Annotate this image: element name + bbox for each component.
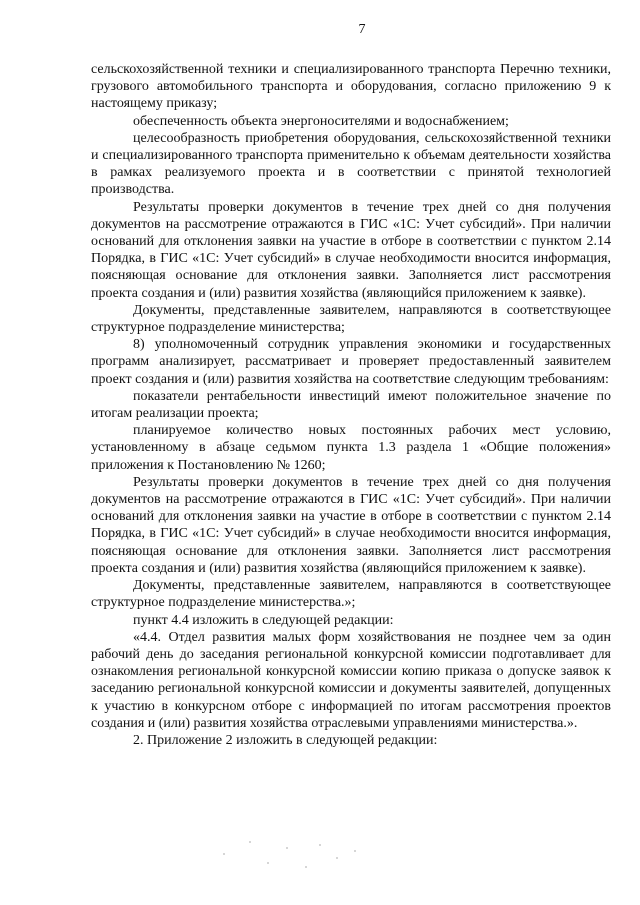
paragraph: Документы, представленные заявителем, направляются в соответствующее структурное подразделение министерства;	[91, 302, 611, 336]
paragraph: 2. Приложение 2 изложить в следующей редакции:	[133, 732, 438, 748]
page-number: 7	[358, 22, 366, 37]
paragraph: целесообразность приобретения оборудования, сельскохозяйственной техники и специализированного транспорта применительно к объемам деятельности хозяйства в рамках реализуемого проекта и в соответствии с принятой технологией производства.	[91, 130, 611, 198]
paragraph: «4.4. Отдел развития малых форм хозяйствования не позднее чем за один рабочий день до заседания региональной конкурсной комиссии подготавливает для ознакомления региональной конкурсной комиссии копию приказа о допуске заявок к заседанию региональной конкурсной комиссии и документы заявителей, допущенных к участию в конкурсном отборе с информацией по итогам рассмотрения проектов создания и (или) развития хозяйства отраслевыми управлениями министерства.».	[91, 629, 611, 731]
paragraph: Документы, представленные заявителем, направляются в соответствующее структурное подразделение министерства.»;	[91, 578, 611, 611]
paragraph: Результаты проверки документов в течение трех дней со дня получения документов на рассмотрение отражаются в ГИС «1С: Учет субсидий». При наличии оснований для отклонения заявки на участие в отборе в соответствии с пунктом 2.14 Порядка, в ГИС «1С: Учет субсидий» в случае необходимости вносится информация, поясняющая основание для отклонения заявки. Заполняется лист рассмотрения проекта создания и (или) развития хозяйства (являющийся приложением к заявке).	[91, 199, 611, 301]
paragraph: 8) уполномоченный сотрудник управления экономики и государственных программ анализирует, рассматривает и проверяет предоставленный заявителем проект создания и (или) развития хозяйства на соответствие следующим требованиям:	[91, 337, 611, 387]
paragraph: планируемое количество новых постоянных рабочих мест условию, установленному в абзаце седьмом пункта 1.3 раздела 1 «Общие положения» приложения к Постановлению № 1260;	[91, 423, 611, 473]
paragraph: сельскохозяйственной техники и специализированного транспорта Перечню техники, грузового автомобильного транспорта и оборудования, согласно приложению 9 к настоящему приказу;	[91, 62, 611, 112]
paragraph: пункт 4.4 изложить в следующей редакции:	[133, 612, 394, 628]
paragraph: показатели рентабельности инвестиций имеют положительное значение по итогам реализации проекта;	[91, 388, 611, 422]
scan-artifact	[215, 835, 365, 875]
document-body	[91, 61, 611, 749]
paragraph: Результаты проверки документов в течение трех дней со дня получения документов на рассмотрение отражаются в ГИС «1С: Учет субсидий». При наличии оснований для отклонения заявки на участие в отборе в соответствии с пунктом 2.14 Порядка, в ГИС «1С: Учет субсидий» в случае необходимости вносится информация, поясняющая основание для отклонения заявки. Заполняется лист рассмотрения проекта создания и (или) развития хозяйства (являющийся приложением к заявке).	[91, 474, 611, 576]
paragraph: обеспеченность объекта энергоносителями и водоснабжением;	[133, 113, 509, 129]
